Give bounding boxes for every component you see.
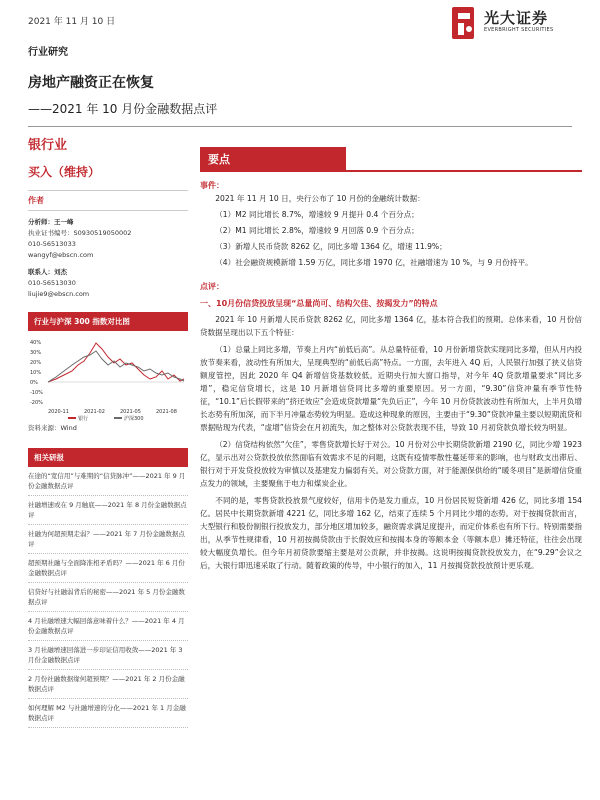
report-subtitle: ——2021 年 10 月份金融数据点评	[28, 102, 218, 116]
chart-source: 资料来源：Wind	[28, 424, 77, 432]
rating: 买入（维持）	[28, 165, 101, 179]
analyst-license: 执业证书编号：S0930519050002	[28, 229, 132, 237]
related-item[interactable]: 2 月份社融数据缘何超预期？——2021 年 2 月份金融数据点评	[28, 670, 188, 699]
event-item: （4）社会融资规模新增 1.59 万亿，同比多增 1970 亿，社融增速为 10 %，与 9 月份持平。	[215, 258, 533, 267]
paragraph: 2021 年 10 月新增人民币贷款 8262 亿，同比多增 1364 亿，基本符合我们的预期。总体来看，10 月份信贷数据呈现出以下五个特征：	[200, 315, 582, 337]
report-date: 2021 年 11 月 10 日	[28, 17, 116, 27]
y-tick: 30%	[30, 350, 42, 356]
contact-phone: 010-56513030	[28, 279, 76, 287]
legend-csi300: 沪深300	[124, 416, 144, 422]
related-item[interactable]: 信贷好与社融弱背后的秘密——2021 年 5 月份金融数据点评	[28, 583, 188, 612]
x-tick: 2021-05	[120, 409, 141, 415]
related-item[interactable]: 4 月社融增速大幅回落意味着什么？——2021 年 4 月份金融数据点评	[28, 612, 188, 641]
report-category: 行业研究	[28, 47, 68, 58]
sector-name: 银行业	[28, 138, 68, 153]
related-item[interactable]: 如何理解 M2 与社融增速的分化——2021 年 1 月金融数据点评	[28, 699, 188, 728]
analyst-name: 分析师：王一峰	[28, 218, 74, 226]
contact-email[interactable]: liujie9@ebscn.com	[28, 290, 90, 298]
related-list	[28, 467, 188, 728]
event-intro: 2021 年 11 月 10 日，央行公布了 10 月份的金融统计数据：	[215, 194, 425, 203]
sidebar	[28, 134, 188, 728]
analyst-email[interactable]: wangyf@ebscn.com	[28, 251, 94, 259]
csi300-series-line	[48, 351, 184, 382]
chart-heading: 行业与沪深 300 指数对比图	[28, 312, 188, 331]
y-tick: 40%	[30, 340, 42, 346]
paragraph: （2）信贷结构依然“欠佳”，零售贷款增长好于对公。10 月份对公中长期贷款新增 2190 亿，同比少增 1923 亿，显示出对公贷款投放依然面临有效需求不足的问题，这既有疫情零散性蔓延带来的影响，也与财政支出滞后、银行对于开发贷投放较为审慎以及基建发力偏弱有关。对公贷款方面，对于能源保供给的“暖冬项目”是新增信贷重点发力的领域，主要聚焦于电力和煤炭企业。	[200, 440, 583, 488]
event-label: 事件：	[200, 181, 224, 190]
analyst-phone: 010-56513033	[28, 240, 76, 248]
section-bar: 要点	[200, 147, 346, 171]
legend-bank: 银行	[78, 416, 89, 422]
comment-heading: 一、10月份信贷投放呈现“总量尚可、结构欠佳、按揭发力”的特点	[200, 299, 438, 308]
x-tick: 2020-11	[48, 409, 69, 415]
related-item[interactable]: 超预期社融与全面降准相矛盾吗？——2021 年 6 月份金融数据点评	[28, 554, 188, 583]
related-item[interactable]: 社融增速或在 9 月触底——2021 年 8 月份金融数据点评	[28, 496, 188, 525]
y-tick: 0%	[30, 380, 38, 386]
main-content	[200, 147, 582, 572]
related-heading: 相关研报	[28, 448, 188, 467]
event-item: （2）M1 同比增长 2.8%，增速较 9 月回落 0.9 个百分点；	[215, 226, 419, 235]
section-bar-line	[200, 170, 582, 172]
paragraph: 不同的是，零售贷款投放景气度较好，信用卡仍是发力重点，10 月份居民短贷新增 426 亿，同比多增 154 亿。居民中长期贷款新增 4221 亿，同比多增 162 亿，结束了连续 5 个月同比少增的态势。对于按揭贷款而言，大型银行和股份制银行投放发力，部分地区增加较多，融资需求满足度提升，而定价体系也有所下行。特别需要指出，从季节性规律看，10 月初按揭贷款由于长假效应和按揭本身的等额本金（等额本息）摊还特征，往往会出现较大幅度负增长。但今年月初贷款要缩主要是对公贡献，并非按揭。这说明按揭贷款投放发力，在“9.29”会议之后，大银行即迅速采取了行动。随着政策的传导，中小银行的加入，11 月按揭贷款投放预计更乐观。	[200, 496, 582, 570]
comment-label: 点评：	[200, 282, 224, 291]
report-title: 房地产融资正在恢复	[28, 75, 154, 91]
header-divider	[28, 126, 572, 127]
related-item[interactable]: 在途的“宽信用”与难期的“信贷脉冲”——2021 年 9 月份金融数据点评	[28, 467, 188, 496]
authors-heading: 作者	[28, 190, 188, 211]
y-tick: 10%	[30, 370, 42, 376]
contact-name: 联系人：刘杰	[28, 268, 67, 276]
logo-subtitle: EVERBRIGHT SECURITIES	[484, 27, 554, 33]
y-tick: 20%	[30, 360, 42, 366]
index-comparison-chart	[28, 335, 188, 423]
x-tick: 2021-08	[156, 409, 177, 415]
brand-logo	[450, 5, 570, 45]
related-item[interactable]: 社融为何超预期走弱？——2021 年 7 月份金融数据点评	[28, 525, 188, 554]
event-item: （3）新增人民币贷款 8262 亿，同比多增 1364 亿，增速 11.9%；	[215, 242, 447, 251]
y-tick: -10%	[30, 390, 43, 396]
logo-name: 光大证券	[484, 9, 549, 27]
everbright-logo-icon	[450, 5, 480, 41]
x-tick: 2021-02	[84, 409, 105, 415]
related-item[interactable]: 3 月社融增速回落进一步印证信用收敛——2021 年 3 月份金融数据点评	[28, 641, 188, 670]
event-item: （1）M2 同比增长 8.7%，增速较 9 月提升 0.4 个百分点；	[215, 210, 419, 219]
paragraph: （1）总量上同比多增，节奏上月内“前低后高”。从总量特征看，10 月份新增贷款实现同比多增，但从月内投放节奏来看，波动性有所加大，呈现典型的“前低后高”特点。一方面，去年进入 4Q 后，人民银行加强了狭义信贷额度管控，因此 2020 年 Q4 新增信贷基数较低。近期央行加大窗口指导，对今年 4Q 贷款增量要求“同比多增”，稳定信贷增长，这是 10 月新增信贷同比多增的重要原因。另一方面，“9.30”信贷冲量有季节性特征，“10.1”后长假带来的“挤还效应”会造成贷款增量“先负后正”，今年 10 月份贷款波动性有所加大，上半月负增长态势有所加深，而下半月冲量态势较为明显。造成这种现象的原因，主要由于“9.30”贷款冲量主要以短期流贷和票据贴现为代表，“虚增”信贷会在月初流失，加之整体对公贷款表现不佳，导致 10 月初贷款负增长较为明显。	[200, 345, 582, 432]
y-tick: -20%	[30, 400, 43, 406]
